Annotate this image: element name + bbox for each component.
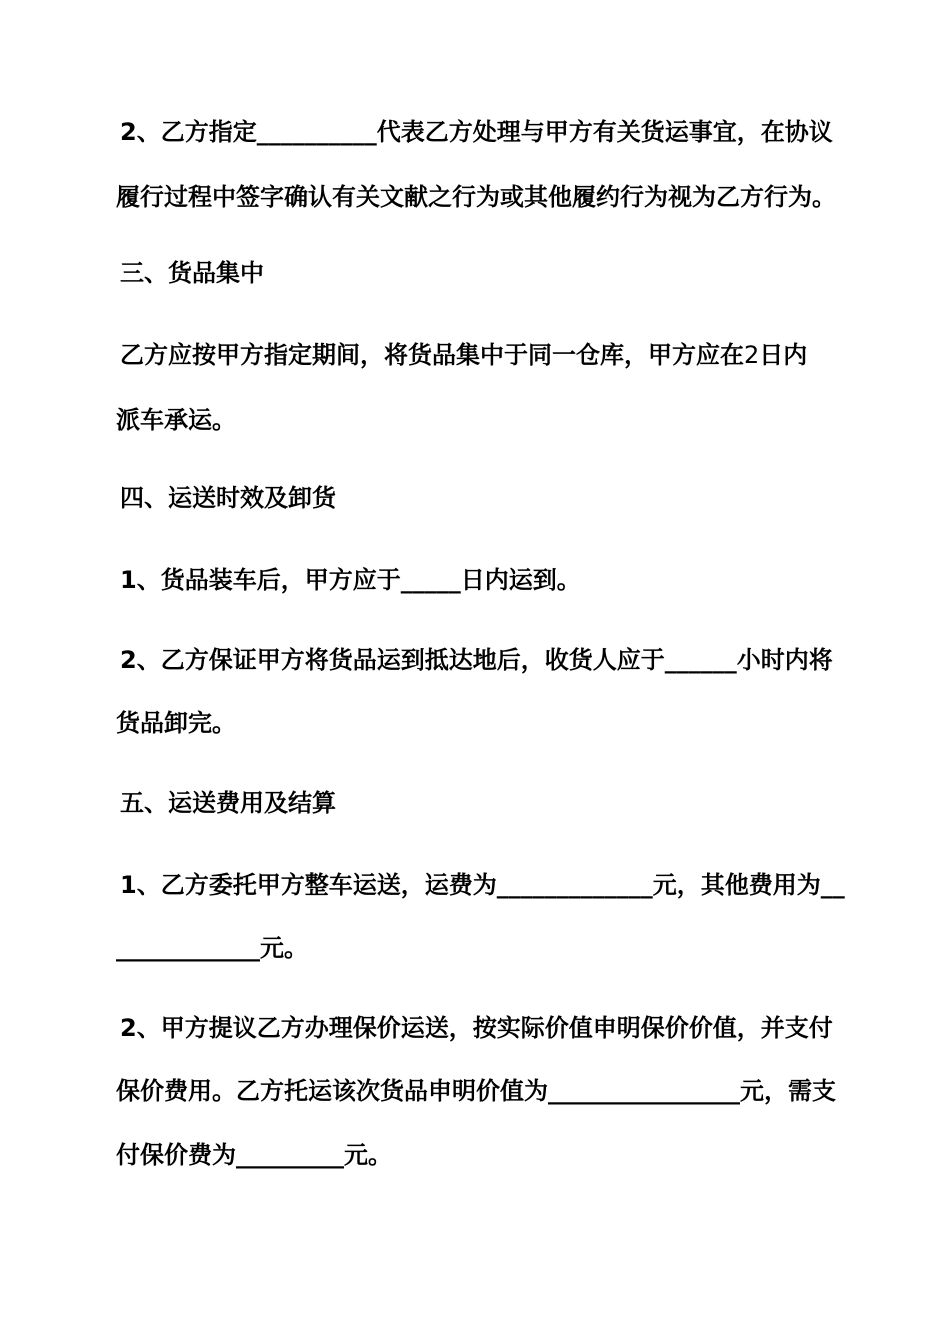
fill-blank: _____________ xyxy=(496,871,653,899)
clause-text: 1、货品装车后，甲方应于 xyxy=(120,566,401,594)
fill-blank: __________ xyxy=(256,118,377,146)
section-heading-5 xyxy=(120,788,336,818)
clause-text: 保价费用。乙方托运该次货品申明价值为 xyxy=(116,1077,548,1105)
clause-text: 日内运到。 xyxy=(460,566,581,594)
fill-blank: ______ xyxy=(664,646,737,674)
clause-5-2 xyxy=(120,1013,833,1043)
section-title: 四、运送时效及卸货 xyxy=(120,484,336,512)
section-heading-3 xyxy=(120,258,264,288)
clause-text: 元，其他费用为 xyxy=(652,871,821,899)
clause-text: 1、乙方委托甲方整车运送，运费为 xyxy=(120,871,497,899)
clause-5-2-continuation-1 xyxy=(116,1076,836,1106)
fill-blank: _____ xyxy=(400,566,461,594)
clause-text: 乙方应按甲方指定期间，将货品集中于同一仓库，甲方应在 xyxy=(120,341,744,369)
clause-text: 2、乙方指定 xyxy=(120,118,257,146)
clause-text: 小时内将 xyxy=(736,646,833,674)
clause-text: 付保价费为 xyxy=(116,1141,236,1169)
fill-blank: _________ xyxy=(236,1141,344,1169)
section-title: 三、货品集中 xyxy=(120,259,264,287)
clause-text: 代表乙方处理与甲方有关货运事宜，在协议 xyxy=(376,118,833,146)
clause-text: 日内 xyxy=(759,341,808,369)
fill-blank: __ xyxy=(820,871,845,899)
clause-text: 派车承运。 xyxy=(116,406,236,434)
clause-4-2-continuation xyxy=(116,708,236,738)
clause-text: 2、甲方提议乙方办理保价运送，按实际价值申明保价价值，并支付 xyxy=(120,1014,833,1042)
clause-text: 履行过程中签字确认有关文献之行为或其他履约行为视为乙方行为。 xyxy=(116,183,836,211)
section-title: 五、运送费用及结算 xyxy=(120,789,336,817)
clause-text: 元。 xyxy=(260,934,308,962)
clause-text: 2、乙方保证甲方将货品运到抵达地后，收货人应于 xyxy=(120,646,665,674)
clause-4-1 xyxy=(120,565,581,595)
fill-blank: ________________ xyxy=(548,1077,740,1105)
clause-4-2 xyxy=(120,645,833,675)
day-count: 2 xyxy=(744,341,760,369)
section-3-continuation xyxy=(116,405,236,435)
clause-2-designate-representative xyxy=(120,117,833,147)
clause-text: 货品卸完。 xyxy=(116,709,236,737)
section-3-body xyxy=(120,340,807,370)
clause-5-2-continuation-2 xyxy=(116,1140,392,1170)
clause-text: 元，需支 xyxy=(740,1077,836,1105)
section-heading-4 xyxy=(120,483,336,513)
clause-text: 元。 xyxy=(344,1141,392,1169)
clause-5-1 xyxy=(120,870,845,900)
clause-2-continuation xyxy=(116,182,836,212)
fill-blank: ____________ xyxy=(116,934,260,962)
clause-5-1-continuation xyxy=(116,933,308,963)
